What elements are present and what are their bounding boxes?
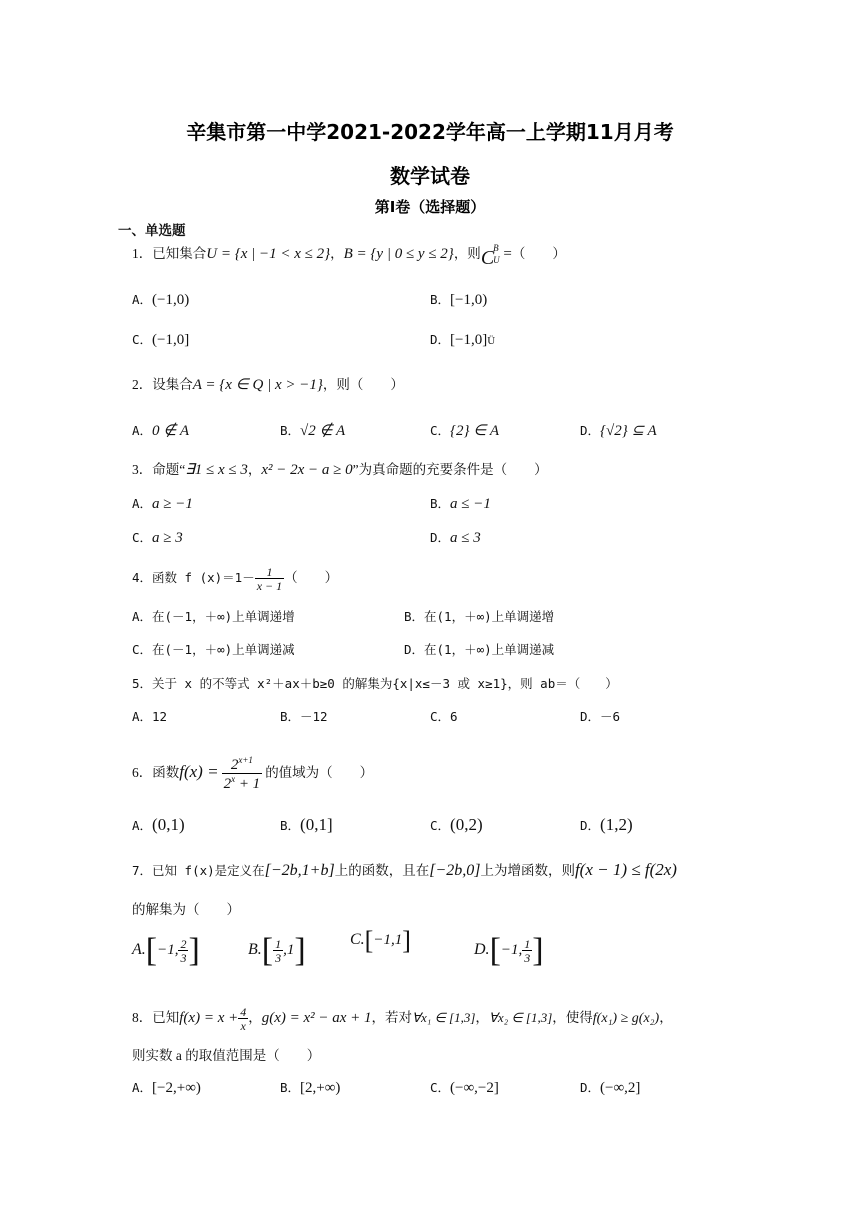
q7-interval1: [−2b,1+b] — [264, 862, 335, 879]
q1-b-value: [−1,0) — [450, 292, 488, 308]
q3-option-c — [132, 528, 183, 548]
q4-option-b: B．在(1，＋∞)上单调递增 — [404, 609, 555, 624]
q3-sep: ， — [247, 462, 262, 477]
q6-b-value: (0,1] — [300, 815, 333, 834]
question-5-stem: 5．关于 x 的不等式 x²＋ax＋b≥0 的解集为{x|x≤－3 或 x≥1}，则 ab＝（ ） — [132, 676, 618, 691]
q4-option-c: C．在(－1，＋∞)上单调递减 — [132, 642, 295, 657]
q8-a-label: A． — [132, 1080, 153, 1095]
q6-option-b — [280, 815, 333, 836]
q5-option-d: D．－6 — [580, 709, 621, 724]
q6-frac-num-wrap — [222, 756, 263, 773]
q1-set-b: B = {y | 0 ≤ y ≤ 2} — [343, 246, 454, 262]
q1-option-d — [430, 330, 495, 351]
q1-prefix: 1．已知集合 — [132, 246, 207, 261]
q8-option-a — [132, 1078, 201, 1098]
q7-option-d — [474, 932, 544, 969]
q4-frac-den: x − 1 — [256, 579, 283, 593]
q3-suffix: ”为真命题的充要条件是（ ） — [352, 462, 548, 477]
q3-d-value: a ≤ 3 — [450, 530, 481, 546]
q1-a-label: A． — [132, 292, 153, 307]
q8-forall1: ∀x₁ ∈ [1,3] — [412, 1010, 476, 1026]
q7-d-num: 1 — [524, 937, 531, 951]
q7-d-left: −1, — [500, 942, 523, 959]
q1-d-mark: Ü — [487, 335, 496, 347]
q8-frac-den: x — [238, 1018, 248, 1032]
q7-d-bracket-open: [ — [489, 932, 501, 969]
q3-expr2: x² − 2x − a ≥ 0 — [261, 462, 353, 478]
q8-frac-num: 4 — [240, 1005, 247, 1019]
q3-option-b — [430, 494, 491, 514]
q3-c-label: C． — [132, 530, 153, 545]
q6-frac-den-tail: + 1 — [235, 776, 261, 792]
q2-prefix: 2．设集合 — [132, 377, 193, 392]
q3-b-value: a ≤ −1 — [450, 496, 491, 512]
q8-forall2: ∀x₂ ∈ [1,3] — [488, 1010, 553, 1026]
q2-suffix: ，则（ ） — [322, 377, 404, 392]
q6-fraction — [222, 756, 263, 792]
q3-c-value: a ≥ 3 — [152, 530, 183, 546]
q7-mid2: 上为增函数，则 — [480, 863, 575, 878]
q8-end: ， — [659, 1010, 673, 1026]
q6-option-a — [132, 815, 185, 836]
q4-fraction — [255, 566, 284, 592]
q1-b-label: B． — [430, 292, 451, 307]
q3-a-label: A． — [132, 496, 153, 511]
q7-b-right: ,1 — [283, 942, 295, 959]
q1-d-value: [−1,0] — [450, 332, 488, 348]
q4-option-d: D．在(1，＋∞)上单调递减 — [404, 642, 555, 657]
q2-b-label: B． — [280, 423, 301, 438]
q7-prefix: 7．已知 f(x)是定义在 — [132, 863, 265, 878]
q6-b-label: B． — [280, 818, 301, 833]
section-heading: 一、单选题 — [118, 223, 186, 239]
q1-c-value: (−1,0] — [152, 332, 190, 348]
q7-b-label: B. — [248, 941, 262, 959]
q6-prefix: 6．函数 — [132, 765, 180, 781]
q2-option-d — [580, 421, 657, 441]
q2-option-c — [430, 421, 499, 441]
question-6-stem — [132, 756, 373, 792]
question-7-stem — [132, 860, 677, 881]
q1-then: ，则 — [453, 246, 481, 261]
q4-option-a: A．在(－1，＋∞)上单调递增 — [132, 609, 295, 624]
question-4-stem — [132, 566, 338, 592]
q3-prefix: 3．命题“ — [132, 462, 186, 477]
q6-option-c — [430, 815, 483, 836]
question-3-stem — [132, 460, 548, 480]
q8-gx: g(x) = x² − ax + 1 — [261, 1010, 372, 1027]
exam-subject: 数学试卷 — [390, 164, 470, 188]
question-2-stem — [132, 375, 404, 395]
q8-b-value: [2,+∞) — [300, 1080, 341, 1096]
q2-c-label: C． — [430, 423, 451, 438]
q6-option-d — [580, 815, 633, 836]
q7-c-value: −1,1 — [373, 932, 403, 948]
q7-a-den: 3 — [180, 951, 187, 965]
q8-prefix: 8．已知 — [132, 1010, 180, 1026]
q1-paren: （ ） — [511, 246, 566, 261]
q7-a-label: A. — [132, 941, 146, 959]
q7-a-left: −1, — [157, 942, 179, 959]
q4-prefix: 4．函数 f (x)＝1－ — [132, 570, 255, 586]
q7-option-b — [248, 932, 306, 969]
q6-d-value: (1,2) — [600, 815, 633, 834]
q7-a-num: 2 — [180, 937, 187, 951]
q8-c-value: (−∞,−2] — [450, 1080, 499, 1096]
q7-b-bracket-close: ] — [294, 932, 306, 969]
q5-option-b: B．－12 — [280, 709, 328, 724]
question-7-stem-line2: 的解集为（ ） — [132, 902, 240, 917]
q1-c-label: C． — [132, 332, 153, 347]
q1-sep: ， — [330, 246, 344, 261]
q7-option-a — [132, 932, 200, 969]
q7-b-bracket-open: [ — [261, 932, 274, 969]
q8-a-value: [−2,+∞) — [152, 1080, 201, 1096]
q1-option-c — [132, 330, 189, 350]
q8-fx: f(x) = x + — [179, 1010, 239, 1027]
q1-complement: C — [480, 247, 495, 269]
q6-frac-num: 2 — [230, 757, 239, 773]
q5-option-a: A．12 — [132, 709, 168, 724]
q4-frac-num: 1 — [266, 565, 273, 579]
q8-ineq: f(x₁) ≥ g(x₂) — [592, 1011, 660, 1027]
q2-set-a: A = {x ∈ Q | x > −1} — [192, 377, 323, 393]
q2-a-value: 0 ∉ A — [152, 423, 189, 439]
q8-c-label: C． — [430, 1080, 451, 1095]
question-1-stem — [132, 244, 566, 268]
q8-sep: ， — [248, 1010, 262, 1026]
q7-d-label: D. — [474, 941, 490, 959]
q6-d-label: D． — [580, 818, 601, 833]
q6-frac-den-wrap — [222, 773, 263, 792]
q5-option-c: C．6 — [430, 709, 458, 724]
q7-d-fraction — [522, 938, 532, 964]
q4-suffix: （ ） — [284, 570, 339, 586]
question-8-stem — [132, 1006, 673, 1032]
q2-b-value: √2 ∉ A — [300, 423, 346, 439]
q1-option-a — [132, 290, 189, 310]
q3-b-label: B． — [430, 496, 451, 511]
q8-fraction — [238, 1006, 248, 1032]
q6-frac-den: 2 — [223, 776, 232, 792]
q8-option-d — [580, 1078, 640, 1098]
q1-a-value: (−1,0) — [152, 292, 190, 308]
q2-d-value: {√2} ⊆ A — [600, 423, 657, 439]
q2-c-value: {2} ∈ A — [450, 423, 499, 439]
q7-c-bracket-open: [ — [364, 925, 374, 955]
q8-d-value: (−∞,2] — [600, 1080, 641, 1096]
q6-fx: f(x) = — [179, 762, 219, 782]
q3-expr1: ∃1 ≤ x ≤ 3 — [185, 462, 248, 478]
q8-mid2: ，使得 — [552, 1010, 593, 1026]
q7-a-fraction — [178, 938, 188, 964]
q7-a-bracket-close: ] — [188, 932, 200, 969]
q8-b-label: B． — [280, 1080, 301, 1095]
q2-d-label: D． — [580, 423, 601, 438]
q2-a-label: A． — [132, 423, 153, 438]
q7-mid: 上的函数，且在 — [334, 863, 430, 878]
q7-b-den: 3 — [275, 951, 282, 965]
q1-complement-sup: B — [493, 243, 499, 254]
question-8-stem-line2: 则实数 a 的取值范围是（ ） — [132, 1048, 321, 1063]
q6-a-label: A． — [132, 818, 153, 833]
q6-a-value: (0,1) — [152, 815, 185, 834]
q6-frac-num-sup: x+1 — [238, 755, 253, 765]
q1-complement-sub: U — [493, 255, 500, 266]
q7-c-label: C. — [350, 931, 365, 948]
q7-ineq: f(x − 1) ≤ f(2x) — [574, 860, 677, 879]
q1-set-u: U = {x | −1 < x ≤ 2} — [206, 246, 331, 262]
q7-option-c — [350, 925, 411, 955]
exam-part: 第Ⅰ卷（选择题） — [374, 198, 486, 216]
q6-frac-den-sup: x — [231, 774, 236, 784]
q8-option-c — [430, 1078, 499, 1098]
exam-title: 辛集市第一中学2021-2022学年高一上学期11月月考 — [186, 120, 674, 144]
q3-option-d — [430, 528, 481, 548]
q6-suffix: 的值域为（ ） — [265, 765, 374, 781]
q2-option-a — [132, 421, 189, 441]
q1-d-label: D． — [430, 332, 451, 347]
q7-d-den: 3 — [524, 951, 531, 965]
q3-option-a — [132, 494, 193, 514]
q2-option-b — [280, 421, 345, 441]
q7-d-bracket-close: ] — [532, 932, 544, 969]
q7-interval2: [−2b,0] — [429, 862, 481, 879]
q8-d-label: D． — [580, 1080, 601, 1095]
q7-b-num: 1 — [275, 937, 282, 951]
q6-c-value: (0,2) — [450, 815, 483, 834]
q1-option-b — [430, 290, 487, 310]
q8-sep2: ， — [475, 1010, 489, 1026]
q7-a-bracket-open: [ — [145, 932, 158, 969]
q8-mid: ，若对 — [371, 1010, 413, 1026]
q3-a-value: a ≥ −1 — [152, 496, 193, 512]
q7-b-fraction — [273, 938, 283, 964]
q6-c-label: C． — [430, 818, 451, 833]
q1-eq: = — [499, 246, 512, 262]
q3-d-label: D． — [430, 530, 451, 545]
q7-c-bracket-close: ] — [402, 925, 411, 955]
q8-option-b — [280, 1078, 340, 1098]
